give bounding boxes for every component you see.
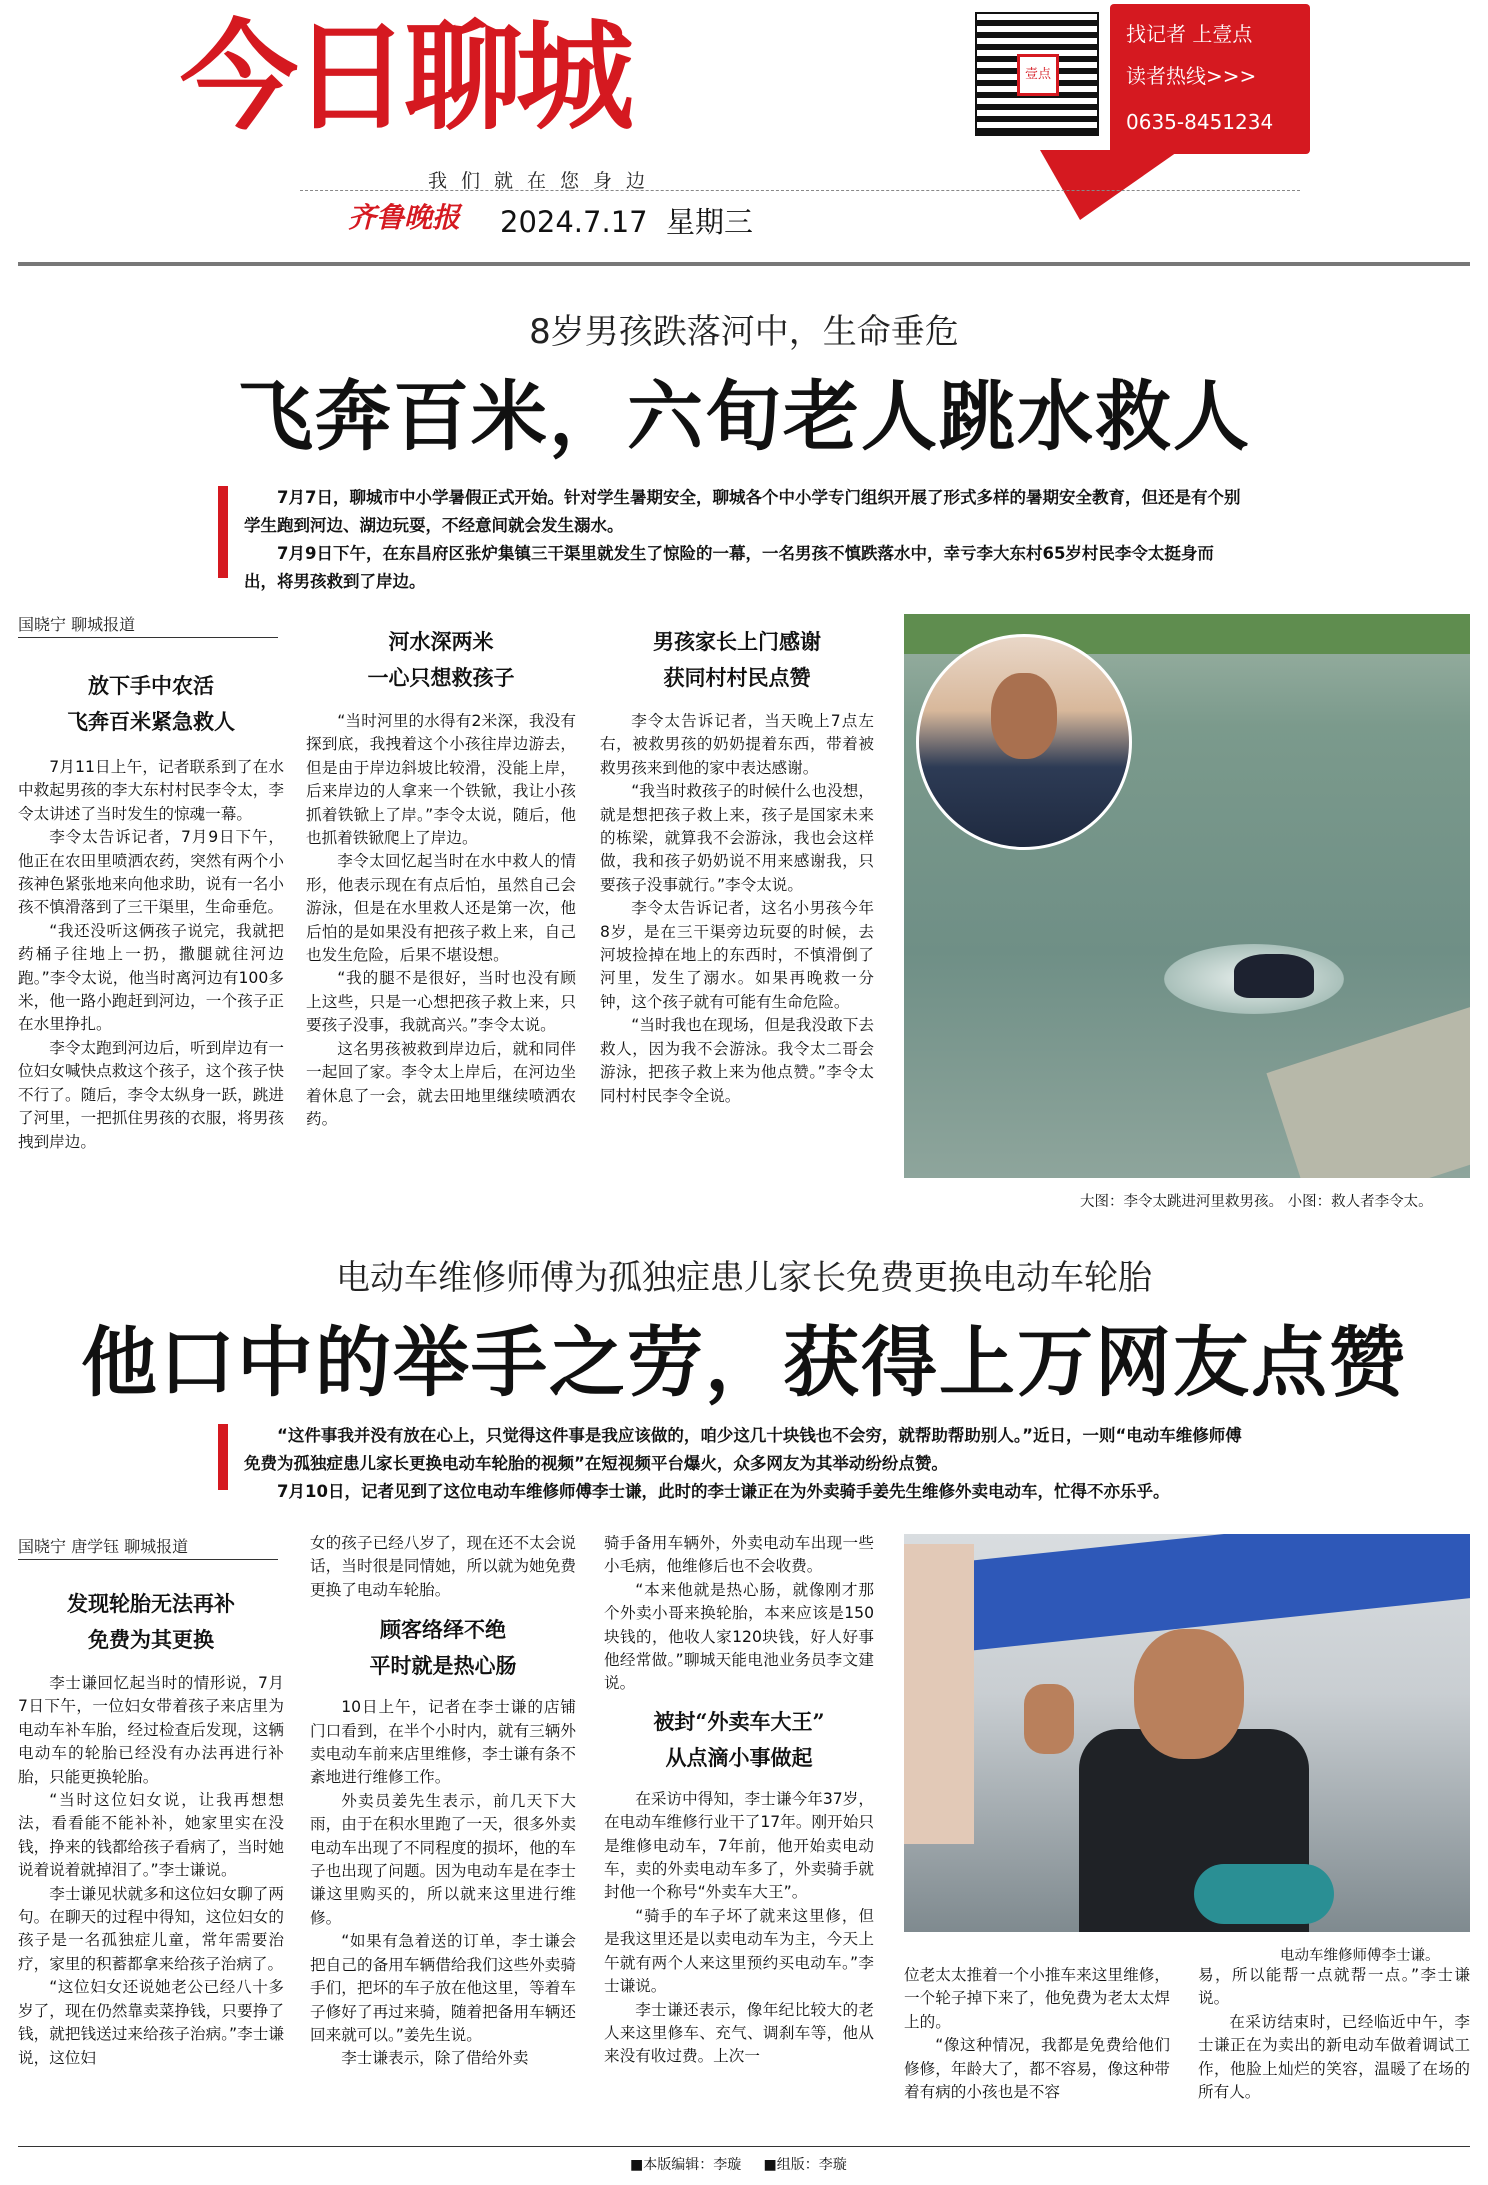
story1-lead-bar — [218, 486, 228, 578]
paragraph: “这位妇女还说她老公已经八十多岁了，现在仍然靠卖菜挣钱，只要挣了钱，就把钱送过来给孩子治病。”李士谦说，这位妇 — [18, 1978, 284, 2067]
paragraph: 李令太告诉记者，7月9日下午，他正在农田里喷洒农药，突然有两个小孩神色紧张地来向他求助，说有一名小孩不慎滑落到了三干渠里，生命垂危。 — [18, 828, 284, 917]
paragraph: “本来他就是热心肠，就像刚才那个外卖小哥来换轮胎，本来应该是150块钱的，他收人家120块钱，好人好事他经常做。”聊城天能电池业务员李文建说。 — [604, 1580, 874, 1693]
story2-col1-head1: 发现轮胎无法再补 — [67, 1591, 235, 1616]
footer-rule — [18, 2146, 1470, 2147]
story2-subhead: 电动车维修师傅为孤独症患儿家长免费更换电动车轮胎 — [336, 1258, 1152, 1298]
paragraph: “我当时救孩子的时候什么也没想，就是想把孩子救上来，孩子是国家未来的栋梁，就算我不会游泳，我也会这样做，我和孩子奶奶说不用来感谢我，只要孩子没事就行。”李令太说。 — [600, 782, 874, 894]
repairman-face — [1134, 1629, 1244, 1759]
story2-col2-head2: 平时就是热心肠 — [369, 1653, 517, 1679]
qr-code — [975, 12, 1099, 136]
paragraph: 李令太告诉记者，这名小男孩今年8岁，是在三干渠旁边玩耍的时候，去河坡捡掉在地上的东西时，不慎滑倒了河里，发生了溺水。如果再晚救一分钟，这个孩子就有可能有生命危险。 — [600, 899, 874, 1011]
hotline-line2: 读者热线>>> — [1126, 64, 1257, 88]
story1-col1 — [18, 668, 284, 1154]
rescue-photo — [904, 614, 1470, 1178]
footer-editor: ■本版编辑：李璇 — [630, 2157, 742, 2173]
story1-lead — [244, 484, 1244, 596]
story2-lead-p1: “这件事我并没有放在心上，只觉得这件事是我应该做的，咱少这几十块钱也不会穷，就帮助帮助别人。”近日，一则“电动车维修师傅免费为孤独症患儿家长更换电动车轮胎的视频”在短视频平台爆火，众多网友为其举动纷纷点赞。 — [244, 1426, 1242, 1473]
story1-caption: 大图：李令太跳进河里救男孩。 小图：救人者李令太。 — [1080, 1194, 1433, 1210]
story1-col2-head2: 一心只想救孩子 — [367, 665, 515, 690]
story2-col3 — [604, 1532, 874, 2069]
repairman-photo — [904, 1534, 1470, 1932]
paragraph: 在采访中得知，李士谦今年37岁，在电动车维修行业干了17年。刚开始只是维修电动车，7年前，他开始卖电动车，卖的外卖电动车多了，外卖骑手就封他一个称号“外卖车大王”。 — [604, 1789, 874, 1902]
paragraph: “骑手的车子坏了就来这里修，但是我这里还是以卖电动车为主，今天上午就有两个人来这里预约买电动车。”李士谦说。 — [604, 1906, 874, 1996]
paragraph: 李士谦见状就多和这位妇女聊了两句。在聊天的过程中得知，这位妇女的孩子是一名孤独症儿童，常年需要治疗，家里的积蓄都拿来给孩子治病了。 — [18, 1884, 284, 1973]
paragraph: 7月11日上午，记者联系到了在水中救起男孩的李大东村村民李令太，李令太讲述了当时发生的惊魂一幕。 — [18, 758, 284, 823]
paragraph: 10日上午，记者在李士谦的店铺门口看到，在半个小时内，就有三辆外卖电动车前来店里维修，李士谦有条不紊地进行维修工作。 — [310, 1698, 576, 1787]
paragraph: “当时这位妇女说，让我再想想法，看看能不能补补，她家里实在没钱，挣来的钱都给孩子看病了，当时她说着说着就掉泪了。”李士谦说。 — [18, 1791, 284, 1880]
paragraph: 位老太太推着一个小推车来这里维修，一个轮子掉下来了，他免费为老太太焊上的。 — [904, 1966, 1170, 2031]
paragraph: “像这种情况，我都是免费给他们修修，年龄大了，都不容易，像这种带着有病的小孩也是不容 — [904, 2036, 1170, 2102]
riverbank-slope — [1266, 1002, 1470, 1178]
story1-col1-head1: 放下手中农活 — [88, 673, 214, 698]
story2-lead — [244, 1422, 1244, 1506]
story1-col2-head1: 河水深两米 — [388, 629, 494, 654]
story2-col2 — [310, 1532, 576, 2071]
story2-col4 — [904, 1964, 1170, 2104]
weekday: 星期三 — [666, 205, 754, 239]
story2-lead-bar — [218, 1424, 228, 1490]
paragraph: “当时河里的水得有2米深，我没有探到底，我拽着这个小孩往岸边游去，但是由于岸边斜坡比较滑，没能上岸，后来岸边的人拿来一个铁锨，我让小孩抓着铁锨上了岸。”李令太说，随后，他也抓着铁锨爬上了岸边。 — [306, 712, 576, 848]
story2-col3-head2: 从点滴小事做起 — [665, 1744, 813, 1770]
story2-caption: 电动车维修师傅李士谦。 — [1280, 1948, 1440, 1964]
paper-logo: 齐鲁晚报 — [348, 201, 461, 234]
slogan: 我们就在您身边 — [428, 170, 660, 192]
story1-col3-head1: 男孩家长上门感谢 — [653, 629, 821, 654]
paragraph: “如果有急着送的订单，李士谦会把自己的备用车辆借给我们这些外卖骑手们，把坏的车子放在他这里，等着车子修好了再过来骑，随着把备用车辆还回来就可以。”姜先生说。 — [310, 1932, 576, 2044]
paragraph: 外卖员姜先生表示，前几天下大雨，由于在积水里跑了一天，很多外卖电动车出现了不同程度的损坏，他的车子也出现了问题。因为电动车是在李士谦这里购买的，所以就来这里进行维修。 — [310, 1791, 576, 1927]
hotline-bubble — [1110, 4, 1310, 154]
story1-col1-head2: 飞奔百米紧急救人 — [67, 709, 235, 734]
paragraph: 在采访结束时，已经临近中午，李士谦正在为卖出的新电动车做着调试工作，他脸上灿烂的笑容，温暖了在场的所有人。 — [1198, 2012, 1470, 2102]
paragraph: 李士谦回忆起当时的情形说，7月7日下午，一位妇女带着孩子来店里为电动车补车胎，经过检查后发现，这辆电动车的轮胎已经没有办法再进行补胎，只能更换轮胎。 — [18, 1674, 284, 1786]
tire-tool — [1194, 1864, 1334, 1924]
qr-logo: 壹点 — [1017, 54, 1059, 96]
story1-lead-p2: 7月9日下午，在东昌府区张炉集镇三干渠里就发生了惊险的一幕，一名男孩不慎跌落水中，幸亏李大东村65岁村民李令太挺身而出，将男孩救到了岸边。 — [244, 544, 1214, 591]
story2-lead-p2: 7月10日，记者见到了这位电动车维修师傅李士谦，此时的李士谦正在为外卖骑手姜先生维修外卖电动车，忙得不亦乐乎。 — [277, 1482, 1170, 1501]
paragraph: “我还没听这俩孩子说完，我就把药桶子往地上一扔，撒腿就往河边跑。”李令太说，他当时离河边有100多米，他一路小跑赶到河边，一个孩子正在水里挣扎。 — [18, 921, 284, 1034]
portrait-face — [991, 673, 1057, 759]
story2-byline: 国晓宁 唐学钰 聊城报道 — [18, 1534, 278, 1560]
paragraph: 这名男孩被救到岸边后，就和同伴一起回了家。李令太上岸后，在河边坐着休息了一会，就去田地里继续喷洒农药。 — [306, 1039, 576, 1128]
story1-col2 — [306, 624, 576, 1131]
paragraph: 易，所以能帮一点就帮一点。”李士谦说。 — [1198, 1966, 1470, 2008]
story1-col3-head2: 获同村村民点赞 — [663, 665, 811, 690]
issue-date — [500, 200, 753, 241]
building — [904, 1544, 974, 1844]
paragraph: “我的腿不是很好，当时也没有顾上这些，只是一心想把孩子救上来，只要孩子没事，我就高兴。”李令太说。 — [306, 969, 576, 1035]
paragraph: 李令太跑到河边后，听到岸边有一位妇女喊快点救这个孩子，这个孩子快不行了。随后，李令太纵身一跃，跳进了河里，一把抓住男孩的衣服，将男孩拽到岸边。 — [18, 1038, 284, 1151]
footer-credits — [630, 2154, 847, 2174]
paragraph: “当时我也在现场，但是我没敢下去救人，因为我不会游泳。我令太二哥会游泳，把孩子救上来为他点赞。”李令太同村村民李令全说。 — [600, 1016, 874, 1105]
swimmer — [1234, 954, 1314, 998]
story2-col2-head1: 顾客络绎不绝 — [380, 1617, 506, 1643]
paragraph: 李令太告诉记者，当天晚上7点左右，被救男孩的奶奶提着东西，带着被救男孩来到他的家中表达感谢。 — [600, 712, 874, 777]
paragraph: 李士谦表示，除了借给外卖 — [341, 2049, 529, 2068]
paragraph: 女的孩子已经八岁了，现在还不太会说话，当时很是同情她，所以就为她免费更换了电动车轮胎。 — [310, 1534, 576, 1599]
story1-subhead: 8岁男孩跌落河中，生命垂危 — [529, 312, 959, 352]
hotline-phone: 0635-8451234 — [1126, 110, 1274, 134]
story1-lead-p1: 7月7日，聊城市中小学暑假正式开始。针对学生暑期安全，聊城各个中小学专门组织开展了形式多样的暑期安全教育，但还是有个别学生跑到河边、湖边玩耍，不经意间就会发生溺水。 — [244, 488, 1241, 535]
story2-col1 — [18, 1586, 284, 2070]
footer-layout: ■组版：李璇 — [763, 2157, 847, 2173]
masthead-title: 今日聊城 — [180, 8, 629, 146]
story2-col1-head2: 免费为其更换 — [88, 1627, 214, 1652]
story1-byline: 国晓宁 聊城报道 — [18, 612, 278, 638]
story1-col3 — [600, 624, 874, 1108]
masthead-divider — [18, 262, 1470, 266]
date-value: 2024.7.17 — [500, 205, 648, 239]
paragraph: 李令太回忆起当时在水中救人的情形，他表示现在有点后怕，虽然自己会游泳，但是在水里救人还是第一次，他后怕的是如果没有把孩子救上来，自己也发生危险，后果不堪设想。 — [306, 852, 576, 965]
inset-portrait — [916, 634, 1132, 850]
paragraph: 李士谦还表示，像年纪比较大的老人来这里修车、充气、调刹车等，他从来没有收过费。上次一 — [604, 2000, 874, 2066]
paragraph: 骑手备用车辆外，外卖电动车出现一些小毛病，他维修后也不会收费。 — [604, 1534, 874, 1576]
story2-col3-head1: 被封“外卖车大王” — [653, 1708, 825, 1734]
story2-col5 — [1198, 1964, 1470, 2104]
hotline-line1: 找记者 上壹点 — [1126, 22, 1253, 46]
story1-headline: 飞奔百米，六旬老人跳水救人 — [237, 372, 1251, 461]
story2-headline: 他口中的举手之劳，获得上万网友点赞 — [81, 1318, 1407, 1407]
thumbs-up — [1024, 1684, 1074, 1754]
blue-canopy — [964, 1534, 1470, 1651]
bubble-tail — [1040, 150, 1180, 220]
